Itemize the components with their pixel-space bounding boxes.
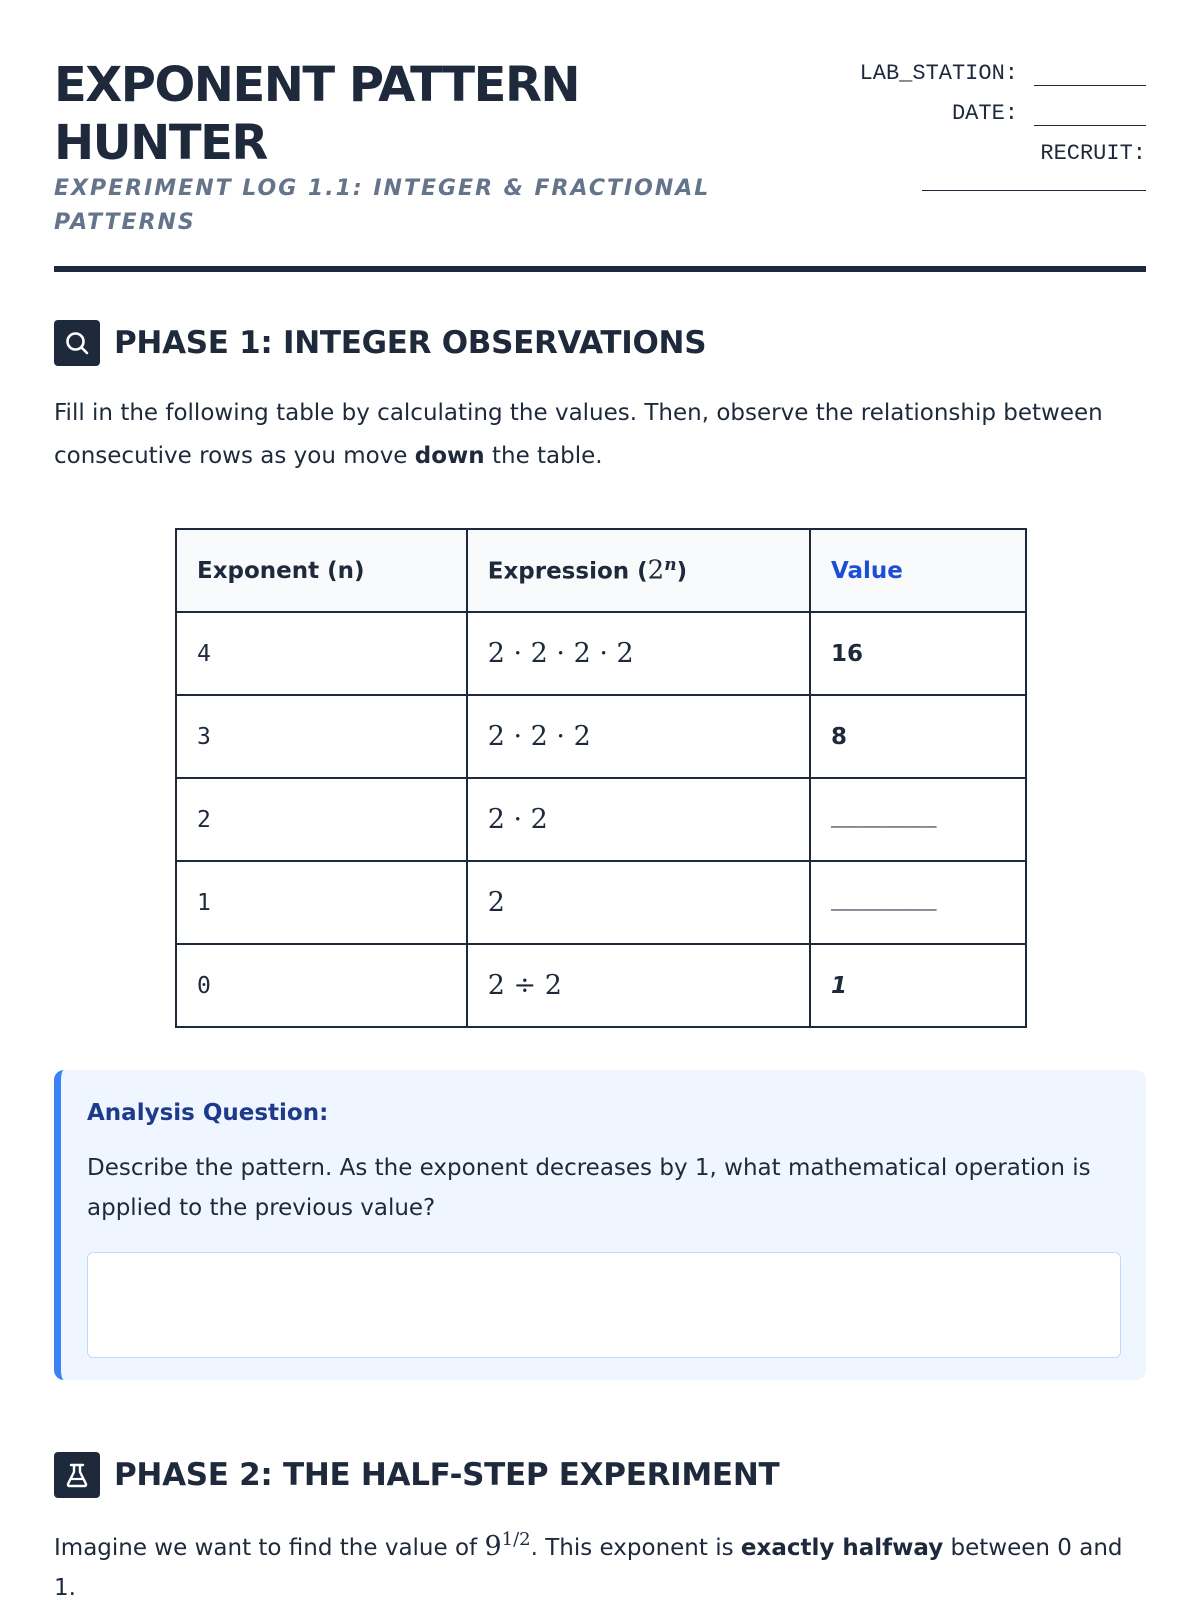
phase2-intro-text: Imagine we want to find the value of xyxy=(54,1535,485,1561)
date-field xyxy=(952,96,1146,126)
math-exponent: 1/2 xyxy=(501,1529,531,1550)
recruit-blank[interactable] xyxy=(922,190,1146,191)
recruit-field xyxy=(1040,136,1146,166)
table-row xyxy=(176,944,1026,1027)
phase1-title: PHASE 1: INTEGER OBSERVATIONS xyxy=(114,325,707,361)
analysis-box xyxy=(54,1070,1146,1380)
exponent-table xyxy=(175,528,1027,1028)
page-title: EXPONENT PATTERN HUNTER xyxy=(54,57,580,171)
page-subtitle: EXPERIMENT LOG 1.1: INTEGER & FRACTIONAL PATTERNS xyxy=(54,176,711,235)
header-expression-suffix: ) xyxy=(676,558,688,585)
phase2-heading xyxy=(54,1452,779,1498)
phase2-intro-bold: exactly halfway xyxy=(740,1535,944,1561)
header xyxy=(54,56,1146,274)
exponent-cell: 0 xyxy=(176,944,467,1027)
phase1-heading xyxy=(54,320,706,366)
date-blank[interactable] xyxy=(1034,104,1146,126)
value-cell: 16 xyxy=(810,612,1026,695)
exponent-cell: 2 xyxy=(176,778,467,861)
table-row xyxy=(176,861,1026,944)
phase1-intro-tail: the table. xyxy=(484,443,603,469)
header-expression-exp: n xyxy=(664,555,677,576)
table-row xyxy=(176,778,1026,861)
date-label: DATE: xyxy=(951,101,1018,126)
value-blank[interactable]: ________ xyxy=(810,778,1026,861)
phase1-intro-text: Fill in the following table by calculating the values. Then, observe the relationship between consecutive rows as you move xyxy=(54,400,1103,469)
header-exponent: Exponent (n) xyxy=(176,529,467,612)
expression-cell: 2 ÷ 2 xyxy=(467,944,810,1027)
exponent-cell: 3 xyxy=(176,695,467,778)
expression-cell: 2 · 2 · 2 xyxy=(467,695,810,778)
search-icon xyxy=(54,320,100,366)
lab-station-field xyxy=(860,56,1146,86)
phase2-intro-tail: between 0 and 1. xyxy=(54,1535,1123,1600)
expression-cell: 2 xyxy=(467,861,810,944)
expression-cell: 2 · 2 xyxy=(467,778,810,861)
table-row xyxy=(176,612,1026,695)
analysis-question: Describe the pattern. As the exponent decreases by 1, what mathematical operation is applied to the previous value? xyxy=(87,1155,1091,1221)
expression-cell: 2 · 2 · 2 · 2 xyxy=(467,612,810,695)
table-header-row xyxy=(176,529,1026,612)
header-expression-prefix: Expression ( xyxy=(487,558,648,585)
phase2-intro-mid: . This exponent is xyxy=(530,1535,741,1561)
flask-icon xyxy=(54,1452,100,1498)
header-divider xyxy=(54,266,1146,272)
exponent-cell: 4 xyxy=(176,612,467,695)
header-expression xyxy=(467,529,810,612)
phase1-intro xyxy=(54,392,1146,478)
value-blank[interactable]: ________ xyxy=(810,861,1026,944)
analysis-answer-input[interactable] xyxy=(87,1252,1121,1358)
phase2-math xyxy=(484,1531,530,1562)
exponent-cell: 1 xyxy=(176,861,467,944)
analysis-label: Analysis Question: xyxy=(87,1100,329,1126)
lab-station-label: LAB_STATION: xyxy=(859,61,1018,86)
phase2-title: PHASE 2: THE HALF-STEP EXPERIMENT xyxy=(114,1457,780,1493)
recruit-label: RECRUIT: xyxy=(1040,141,1146,166)
lab-station-blank[interactable] xyxy=(1034,64,1146,86)
math-base: 9 xyxy=(484,1531,502,1562)
table-row xyxy=(176,695,1026,778)
header-expression-base: 2 xyxy=(647,555,665,586)
phase1-intro-bold: down xyxy=(414,443,485,469)
value-cell: 1 xyxy=(810,944,1026,1027)
value-cell: 8 xyxy=(810,695,1026,778)
phase2-intro xyxy=(54,1520,1146,1600)
header-value: Value xyxy=(810,529,1026,612)
